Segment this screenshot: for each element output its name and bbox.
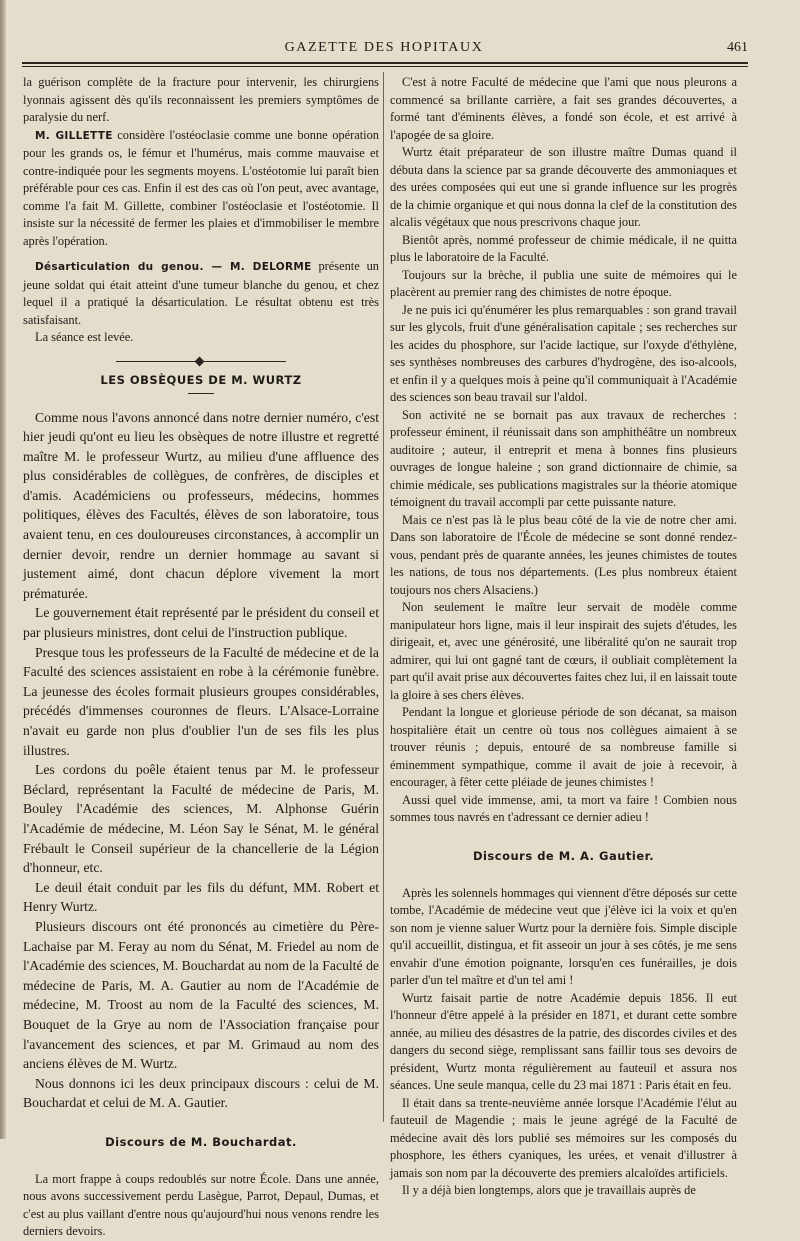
header-rule-thin bbox=[22, 66, 748, 67]
left-column bbox=[23, 74, 379, 1241]
paragraph: la guérison complète de la fracture pour intervenir, les chirurgiens lyonnais agissent dès qu'ils reconnaissent les premiers symptômes de paralysie du nerf. bbox=[23, 75, 379, 124]
paragraph: Bientôt après, nommé professeur de chimie médicale, il ne quitta plus le laboratoire de la Faculté. bbox=[390, 232, 737, 264]
right-column bbox=[390, 74, 737, 1200]
paragraph: Toujours sur la brèche, il publia une suite de mémoires qui le placèrent au premier rang des chimistes de notre époque. bbox=[390, 267, 737, 299]
page-number: 461 bbox=[727, 40, 748, 55]
paragraph: Nous donnons ici les deux principaux discours : celui de M. Bouchardat et celui de M. A. Gautier. bbox=[23, 1075, 379, 1111]
section-title: LES OBSÈQUES DE M. WURTZ bbox=[100, 372, 302, 387]
ornament-divider bbox=[116, 357, 286, 367]
paragraph: Les cordons du poêle étaient tenus par M. le professeur Béclard, représentant la Faculté de médecine de Paris, M. Bouley l'Académie des sciences, M. Alphonse Guérin l'Académie de médecine, M. Léon Say le Sénat, M. le général Frébault le Conseil supérieur de la chancellerie de la Légion d'honneur, etc. bbox=[23, 762, 379, 876]
paragraph: Pendant la longue et glorieuse période de son décanat, sa maison hospitalière était un centre où tous nos collègues aimaient à se trouver réunis ; depuis, entouré de sa nombreuse famille si éminemment sympathique, comme il avait de joie à recevoir, à encourager, à fêter cette pléiade de jeunes chimistes ! bbox=[390, 705, 737, 789]
topic-heading: Désarticulation du genou. — M. DELORME bbox=[35, 261, 312, 273]
discours-title: Discours de M. Bouchardat. bbox=[105, 1134, 297, 1149]
speaker-name: M. GILLETTE bbox=[35, 129, 113, 142]
paragraph: La mort frappe à coups redoublés sur notre École. Dans une année, nous avons successivement perdu Lasègue, Parrot, Depaul, Dumas, et c'est au plus vaillant d'entre nous qu'aujourd'hui nous venons rendre les derniers devoirs. bbox=[23, 1171, 379, 1239]
paragraph: Presque tous les professeurs de la Faculté de médecine et de la Faculté des sciences assistaient en robe à la cérémonie funèbre. La jeunesse des écoles formait plusieurs groupes considérables, précédés d'immenses couronnes de fleurs. L'Alsace-Lorraine n'avait eu garde non plus d'oublier l'un de ses fils les plus illustres. bbox=[23, 644, 379, 758]
paragraph: Il était dans sa trente-neuvième année lorsque l'Académie l'élut au fauteuil de Magendie ; mais le jeune agrégé de la Faculté de médecine avait dès lors publié ses mémoires sur les composés du phosphore, les éthers cyaniques, les urées, et venait d'illustrer à jamais son nom par la découverte des premiers alcaloïdes artificiels. bbox=[390, 1095, 737, 1180]
paragraph: La séance est levée. bbox=[35, 330, 134, 344]
column-rule bbox=[383, 72, 384, 1122]
paragraph: Je ne puis ici qu'énumérer les plus remarquables : son grand travail sur les glycols, fruit d'une généralisation capitale ; ses recherches sur les acides du phosphore, sur l'acide lactique, sur l'oxyde d'éthylène, ses synthèses nombreuses des carbures d'hydrogène, des iso-alcools, et enfin il y a quelques mois à peine qu'il communiquait à l'Académie des sciences son beau travail sur l'aldol. bbox=[390, 302, 737, 404]
paragraph: Désarticulation du genou. — M. DELORME présente un jeune soldat qui était atteint d'une tumeur blanche du genou, et chez lequel il a pratiqué la désarticulation. Le résultat obtenu est très satisfaisant. bbox=[23, 259, 379, 327]
paragraph: Après les solennels hommages qui viennent d'être déposés sur cette tombe, l'Académie de médecine veut que j'élève ici la voix et qu'en son nom je vienne saluer Wurtz pour la dernière fois. Simple disciple qu'il accueillit, distingua, et fit asseoir un jour à ses côtés, je me sens envahir d'une émotion poignante, lorsqu'en ces funérailles, je dois parler d'un tel maître et d'un tel ami ! bbox=[390, 885, 737, 987]
paragraph: C'est à notre Faculté de médecine que l'ami que nous pleurons a commencé sa brillante carrière, a fait ses grandes découvertes, a formé tant d'éminents élèves, a fondé son école, et est arrivé à l'apogée de sa gloire. bbox=[390, 75, 737, 142]
paragraph: Wurtz était préparateur de son illustre maître Dumas quand il débuta dans la science par sa grande découverte des ammoniaques et des urées composées qui eut une si grande influence sur les progrès de la chimie organique et qui nous donna la clef de la constitution des alcalis végétaux que nous prescrivons chaque jour. bbox=[390, 145, 737, 229]
paragraph: Il y a déjà bien longtemps, alors que je travaillais auprès de bbox=[402, 1183, 696, 1197]
discours-title: Discours de M. A. Gautier. bbox=[472, 848, 655, 863]
paragraph: Non seulement le maître leur servait de modèle comme manipulateur hors ligne, mais il leur inspirait des sujets d'études, les dirigeait, et, avec une générosité, une libéralité qu'on ne saurait trop admirer, qui lui ont gagné tant de cœurs, il oubliait complètement la part qu'il avait prise aux découvertes faites chez lui, il en laissait toute la gloire à ses chers élèves. bbox=[390, 600, 737, 702]
paragraph: Son activité ne se bornait pas aux travaux de recherches : professeur éminent, il réunissait dans son amphithéâtre un nombreux auditoire ; auteur, il entreprit et mena à bonnes fins plusieurs ouvrages de longue haleine ; son grand dictionnaire de chimie, sa chimie médicale, ses publications magistrales sur la théorie atomique témoignent du travail accompli par cette puissante nature. bbox=[390, 407, 737, 509]
page-header bbox=[18, 38, 750, 60]
paragraph: M. GILLETTE considère l'ostéoclasie comme une bonne opération pour les grands os, le fémur et l'humérus, mais comme mauvaise et contre-indiquée pour les segments moyens. L'ostéotomie lui paraît bien préférable pour ces cas. Enfin il est des cas où l'on peut, avec avantage, comme l'a fait M. Gillette, combiner l'ostéoclasie et l'ostéotomie. Il insiste sur la nécessité de fermer les plaies et d'immobiliser le membre après l'opération. bbox=[23, 127, 380, 248]
paragraph: Comme nous l'avons annoncé dans notre dernier numéro, c'est hier jeudi qu'ont eu lieu les obsèques de notre illustre et regretté maître M. le professeur Wurtz, au milieu d'une affluence des plus considérables de collègues, de confrères, de disciples et d'amis. Académiciens ou professeurs, médecins, hommes politiques, élèves des Facultés, élèves de son laboratoire, tous avaient tenu, en ces douloureuses circonstances, à accomplir un dernier devoir, rendre un dernier hommage au savant si justement aimé, dont chacun déplore vivement la mort prématurée. bbox=[23, 409, 379, 601]
paragraph: Le gouvernement était représenté par le président du conseil et par plusieurs ministres, dont celui de l'instruction publique. bbox=[23, 605, 379, 641]
paragraph: Aussi quel vide immense, ami, ta mort va faire ! Combien nous sommes tous navrés en t'adressant ce dernier adieu ! bbox=[390, 792, 737, 824]
page-edge bbox=[0, 0, 6, 1139]
running-head: GAZETTE DES HOPITAUX bbox=[284, 40, 484, 55]
paragraph: Wurtz faisait partie de notre Académie depuis 1856. Il eut l'honneur d'être appelé à la présider en 1871, et durant cette sombre année, au milieu des désastres de la patrie, des discordes civiles et des dangers du second siège, remplissant sans faillir tous ses devoirs de président, Wurtz monta régulièrement au fauteuil et assura nos séances. Une seule manqua, celle du 23 mai 1871 : Paris était en feu. bbox=[390, 990, 737, 1092]
paragraph: Le deuil était conduit par les fils du défunt, MM. Robert et Henry Wurtz. bbox=[23, 879, 379, 915]
paragraph: Plusieurs discours ont été prononcés au cimetière du Père-Lachaise par M. Feray au nom du Sénat, M. Friedel au nom de l'Académie des sciences, M. Bouchardat au nom de la Faculté de médecine de Paris, M. A. Gautier au nom de l'Académie de médecine, M. Troost au nom de la Faculté des sciences, M. Bouquet de la Grye au nom de l'Association française pour l'avancement des sciences, et par M. Grimaud au nom des anciens élèves de M. Wurtz. bbox=[23, 918, 379, 1072]
header-rule-thick bbox=[22, 62, 748, 64]
paragraph: Mais ce n'est pas là le plus beau côté de la vie de notre cher ami. Dans son laboratoire de l'École de médecine se sont donné rendez-vous, pendant près de quarante années, les jeunes chimistes de toutes les nations, de tous nos départements. (Les plus nombreux étaient toujours nos chers Alsaciens.) bbox=[390, 512, 737, 597]
short-rule bbox=[188, 393, 214, 394]
